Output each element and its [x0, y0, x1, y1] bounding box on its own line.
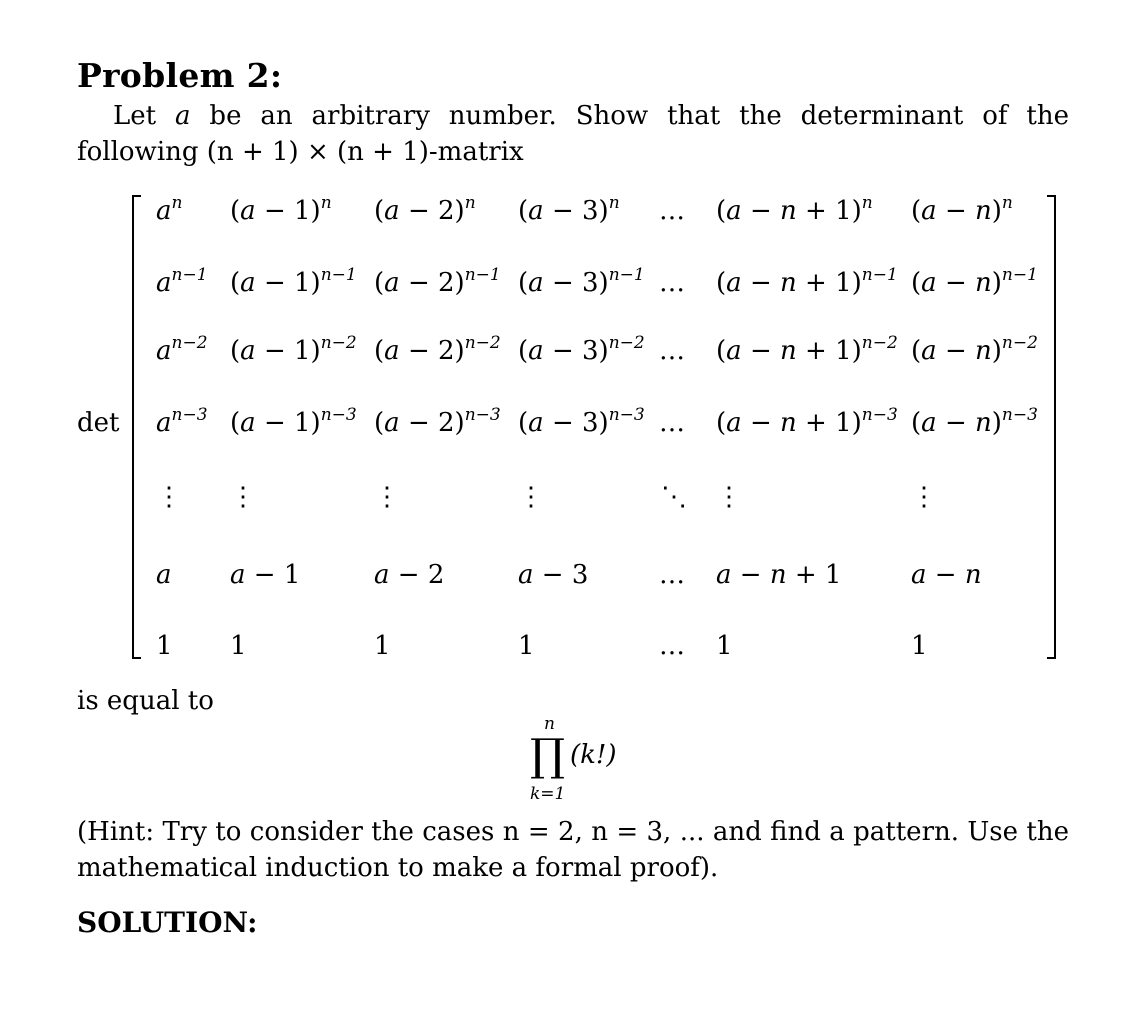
matrix-cell-r3-c2 — [230, 333, 357, 366]
matrix-cell-text: 1 — [911, 631, 928, 661]
matrix-cell-r4-c1 — [156, 405, 208, 438]
matrix-exponent: n−3 — [861, 405, 898, 425]
matrix-exponent: n−2 — [608, 333, 645, 353]
matrix-cell-text: 1 — [374, 631, 391, 661]
matrix-exponent: n — [320, 193, 332, 213]
matrix-exponent: n−2 — [171, 333, 208, 353]
matrix-cell-text: … — [659, 408, 685, 438]
matrix-cell-r2-c7 — [911, 265, 1038, 298]
matrix-cell-text: (a − 2) — [374, 336, 465, 366]
matrix-cell-text: (a − 3) — [518, 408, 609, 438]
matrix-cell-r3-c4 — [518, 333, 645, 366]
matrix-cell-r4-c6 — [716, 405, 898, 438]
product-body-text: (k!) — [570, 740, 617, 770]
matrix-cell-r4-c3 — [374, 405, 501, 438]
matrix-cell-r2-c1 — [156, 265, 208, 298]
matrix-cell-r3-c6 — [716, 333, 898, 366]
matrix-cell-text: (a − n) — [911, 196, 1002, 226]
matrix-cell-text: … — [659, 268, 685, 298]
matrix-cell-text: (a − n + 1) — [716, 268, 862, 298]
matrix-cell-text: … — [659, 196, 685, 226]
matrix-cell-r6-c5 — [659, 560, 685, 590]
matrix-cell-r6-c4 — [518, 560, 588, 590]
product-symbol: ∏ — [530, 730, 566, 781]
matrix-cell-text: (a − n + 1) — [716, 336, 862, 366]
matrix-cell-r7-c5 — [659, 631, 685, 661]
matrix-cell-text: ⋮ — [156, 482, 182, 512]
is-equal-text: is equal to — [77, 686, 214, 716]
matrix-cell-r7-c2 — [230, 631, 247, 661]
matrix-cell-r5-c6 — [716, 482, 742, 512]
matrix-cell-text: (a − n) — [911, 336, 1002, 366]
matrix-cell-r7-c3 — [374, 631, 391, 661]
matrix-cell-r4-c2 — [230, 405, 357, 438]
matrix-cell-r7-c4 — [518, 631, 535, 661]
matrix-exponent: n−1 — [1001, 265, 1038, 285]
problem-statement — [77, 98, 1069, 170]
matrix-cell-r2-c6 — [716, 265, 898, 298]
matrix-cell-text: (a − n) — [911, 268, 1002, 298]
matrix-cell-text: ⋮ — [230, 482, 256, 512]
matrix-cell-r4-c5 — [659, 408, 685, 438]
det-label: det — [77, 408, 120, 438]
matrix-cell-text: (a − 3) — [518, 196, 609, 226]
matrix-cell-text: ⋱ — [661, 482, 687, 512]
matrix-cell-r5-c3 — [374, 482, 400, 512]
matrix-cell-r6-c7 — [911, 560, 982, 590]
matrix-cell-text: a − n — [911, 560, 982, 590]
matrix-cell-text: … — [659, 631, 685, 661]
matrix-cell-text: (a − 1) — [230, 268, 321, 298]
matrix-cell-r1-c4 — [518, 193, 620, 226]
matrix-cell-r2-c2 — [230, 265, 357, 298]
matrix-cell-text: (a − n + 1) — [716, 408, 862, 438]
matrix-exponent: n — [1001, 193, 1013, 213]
matrix-cell-text: (a − 1) — [230, 196, 321, 226]
matrix-exponent: n−3 — [1001, 405, 1038, 425]
matrix-cell-r6-c6 — [716, 560, 841, 590]
matrix-cell-text: (a − 2) — [374, 196, 465, 226]
matrix-cell-r5-c5 — [661, 482, 687, 512]
matrix-cell-r3-c7 — [911, 333, 1038, 366]
matrix-exponent: n−3 — [464, 405, 501, 425]
product-body — [570, 740, 617, 770]
matrix-cell-r1-c3 — [374, 193, 476, 226]
matrix-cell-r4-c7 — [911, 405, 1038, 438]
matrix-cell-text: ⋮ — [716, 482, 742, 512]
matrix-cell-r7-c6 — [716, 631, 733, 661]
matrix-cell-r3-c1 — [156, 333, 208, 366]
matrix-cell-text: 1 — [156, 631, 173, 661]
matrix-cell-r1-c5 — [659, 196, 685, 226]
matrix-cell-text: (a − n + 1) — [716, 196, 862, 226]
hint-text: (Hint: Try to consider the cases n = 2, n = 3, ... and find a pattern. Use the mathematical induction to make a formal proof). — [77, 817, 1069, 883]
matrix-exponent: n−3 — [171, 405, 208, 425]
matrix-cell-r5-c2 — [230, 482, 256, 512]
matrix-right-bracket — [1047, 195, 1056, 659]
solution-label: SOLUTION: — [77, 906, 258, 939]
matrix-exponent: n−1 — [320, 265, 357, 285]
intro-text-2: be an arbitrary number. Show that the determinant of the following (n + 1) × (n + 1)-matrix — [77, 101, 1069, 167]
matrix-exponent: n−2 — [861, 333, 898, 353]
product-lower-limit — [530, 784, 565, 804]
matrix-cell-text: … — [659, 560, 685, 590]
matrix-cell-text: (a − 3) — [518, 268, 609, 298]
matrix-cell-r3-c5 — [659, 336, 685, 366]
matrix-cell-text: 1 — [230, 631, 247, 661]
matrix-exponent: n−1 — [861, 265, 898, 285]
matrix-cell-r6-c3 — [374, 560, 444, 590]
matrix-exponent: n — [464, 193, 476, 213]
matrix-cell-text: a — [156, 336, 172, 366]
matrix-cell-text: … — [659, 336, 685, 366]
matrix-cell-text: a − 3 — [518, 560, 589, 590]
matrix-cell-r7-c1 — [156, 631, 173, 661]
matrix-cell-text: (a − 2) — [374, 268, 465, 298]
matrix-cell-text: (a − 2) — [374, 408, 465, 438]
matrix-cell-r1-c2 — [230, 193, 332, 226]
matrix-cell-r3-c3 — [374, 333, 501, 366]
matrix-cell-text: ⋮ — [374, 482, 400, 512]
matrix-cell-r7-c7 — [911, 631, 928, 661]
matrix-cell-text: a — [156, 196, 172, 226]
matrix-cell-r5-c4 — [518, 482, 544, 512]
matrix-exponent: n — [171, 193, 183, 213]
matrix-cell-text: a — [156, 560, 172, 590]
intro-var-a: a — [175, 101, 191, 131]
matrix-cell-r5-c1 — [156, 482, 182, 512]
matrix-cell-text: ⋮ — [911, 482, 937, 512]
matrix-cell-r1-c1 — [156, 193, 183, 226]
matrix-cell-text: a − 1 — [230, 560, 301, 590]
matrix-cell-r2-c5 — [659, 268, 685, 298]
matrix-exponent: n — [608, 193, 620, 213]
matrix-cell-text: a — [156, 408, 172, 438]
matrix-cell-text: (a − 1) — [230, 336, 321, 366]
matrix-cell-r6-c2 — [230, 560, 300, 590]
intro-text-1: Let — [113, 101, 176, 131]
matrix-exponent: n−1 — [171, 265, 208, 285]
matrix-cell-r1-c7 — [911, 193, 1013, 226]
matrix-cell-text: 1 — [716, 631, 733, 661]
matrix-cell-r6-c1 — [156, 560, 172, 590]
matrix-cell-text: a — [156, 268, 172, 298]
matrix-cell-text: a − n + 1 — [716, 560, 842, 590]
matrix-exponent: n−2 — [320, 333, 357, 353]
matrix-cell-text: ⋮ — [518, 482, 544, 512]
matrix-cell-r2-c4 — [518, 265, 645, 298]
matrix-exponent: n — [861, 193, 873, 213]
matrix-left-bracket — [132, 195, 141, 659]
matrix-cell-r5-c7 — [911, 482, 937, 512]
matrix-cell-r1-c6 — [716, 193, 873, 226]
matrix-cell-r4-c4 — [518, 405, 645, 438]
matrix-exponent: n−2 — [1001, 333, 1038, 353]
product-upper-limit: n — [544, 714, 555, 734]
matrix-exponent: n−1 — [608, 265, 645, 285]
problem-title: Problem 2: — [77, 56, 283, 95]
matrix-cell-text: 1 — [518, 631, 535, 661]
matrix-exponent: n−2 — [464, 333, 501, 353]
matrix-cell-r2-c3 — [374, 265, 501, 298]
matrix-cell-text: (a − n) — [911, 408, 1002, 438]
matrix-cell-text: (a − 3) — [518, 336, 609, 366]
matrix-exponent: n−1 — [464, 265, 501, 285]
matrix-exponent: n−3 — [608, 405, 645, 425]
matrix-exponent: n−3 — [320, 405, 357, 425]
matrix-cell-text: (a − 1) — [230, 408, 321, 438]
product-lower-text: k=1 — [530, 784, 566, 804]
matrix-cell-text: a − 2 — [374, 560, 445, 590]
